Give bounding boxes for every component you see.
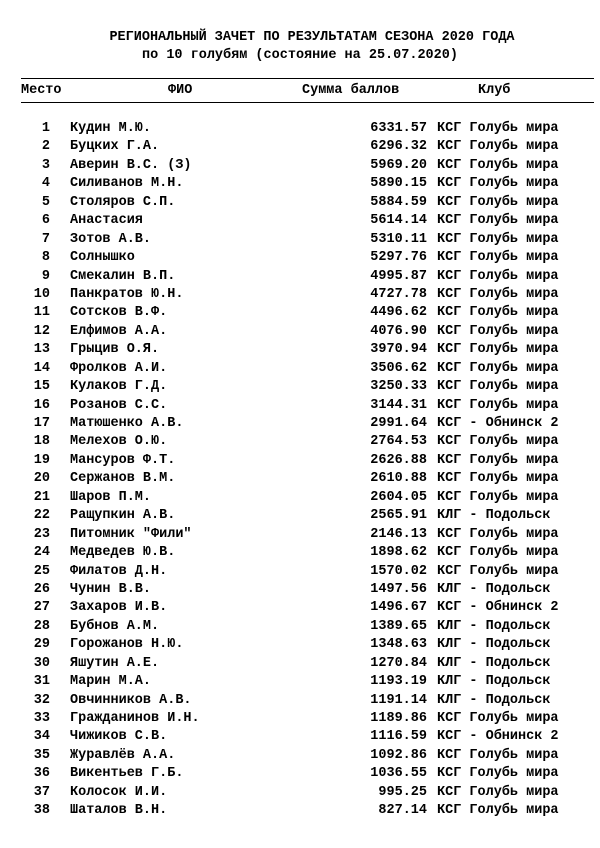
table-row [0, 544, 600, 562]
row-club: КСГ Голубь мира [437, 268, 559, 284]
row-club: КСГ Голубь мира [437, 526, 559, 542]
row-score: 1570.02 [370, 563, 427, 579]
table-row [0, 433, 600, 451]
table-row [0, 728, 600, 746]
row-score: 3144.31 [370, 397, 427, 413]
row-club: КСГ Голубь мира [437, 452, 559, 468]
table-row [0, 194, 600, 212]
table-row [0, 636, 600, 654]
row-place: 11 [33, 305, 50, 321]
row-name: Колосок И.И. [70, 784, 168, 800]
table-row [0, 581, 600, 599]
row-name: Аверин В.С. (З) [70, 157, 192, 173]
row-score: 1189.86 [370, 711, 427, 726]
table-row [0, 120, 600, 138]
row-score: 1497.56 [370, 581, 427, 597]
row-score: 1496.67 [370, 600, 427, 616]
row-score: 4727.78 [370, 286, 427, 302]
row-score: 827.14 [378, 803, 427, 819]
row-name: Филатов Д.Н. [70, 563, 168, 579]
row-place: 23 [33, 526, 50, 542]
row-score: 1898.62 [370, 545, 427, 561]
table-row [0, 378, 600, 396]
row-club: КЛГ - Подольск [437, 692, 551, 708]
row-club: КЛГ - Подольск [437, 655, 551, 671]
row-score: 6331.57 [370, 121, 427, 136]
row-name: Солнышко [70, 250, 135, 266]
results-table-body [0, 120, 600, 821]
row-name: Питомник "Фили" [70, 526, 192, 542]
row-score: 4995.87 [370, 268, 427, 284]
row-name: Марин М.А. [70, 674, 152, 690]
row-place: 14 [33, 360, 50, 376]
row-name: Чижиков С.В. [70, 729, 168, 745]
row-name: Фролков А.И. [70, 360, 168, 376]
table-row [0, 470, 600, 488]
row-name: Анастасия [70, 213, 143, 229]
row-name: Сержанов В.М. [70, 471, 176, 487]
table-row [0, 175, 600, 193]
row-score: 2604.05 [370, 489, 427, 505]
row-place: 25 [33, 563, 50, 579]
row-club: КСГ - Обнинск 2 [437, 729, 559, 745]
row-name: Мансуров Ф.Т. [70, 452, 176, 468]
row-place: 34 [33, 729, 50, 745]
row-club: КСГ Голубь мира [437, 231, 559, 247]
row-club: КСГ - Обнинск 2 [437, 416, 559, 431]
row-place: 32 [33, 692, 50, 708]
row-name: Бубнов А.М. [70, 618, 160, 634]
row-name: Матюшенко А.В. [70, 416, 184, 431]
row-score: 1389.65 [370, 618, 427, 634]
table-row [0, 563, 600, 581]
row-place: 38 [33, 803, 50, 819]
row-score: 2764.53 [370, 434, 427, 450]
row-name: Грыцив О.Я. [70, 342, 160, 358]
row-score: 2991.64 [370, 416, 427, 431]
row-club: КСГ Голубь мира [437, 711, 559, 726]
table-row [0, 765, 600, 783]
row-place: 35 [33, 747, 50, 763]
row-club: КСГ Голубь мира [437, 305, 559, 321]
row-club: КСГ Голубь мира [437, 323, 559, 339]
row-score: 995.25 [378, 784, 427, 800]
table-row [0, 341, 600, 359]
row-score: 2610.88 [370, 471, 427, 487]
row-score: 1348.63 [370, 637, 427, 653]
row-club: КСГ - Обнинск 2 [437, 600, 559, 616]
table-row [0, 323, 600, 341]
row-name: Мелехов О.Ю. [70, 434, 168, 450]
table-row [0, 673, 600, 691]
table-row [0, 212, 600, 230]
row-score: 4076.90 [370, 323, 427, 339]
row-name: Елфимов А.А. [70, 323, 168, 339]
row-club: КСГ Голубь мира [437, 286, 559, 302]
row-club: КСГ Голубь мира [437, 784, 559, 800]
row-place: 3 [41, 157, 50, 173]
row-club: КЛГ - Подольск [437, 618, 551, 634]
row-name: Столяров С.П. [70, 194, 176, 210]
row-place: 28 [33, 618, 50, 634]
row-club: КСГ Голубь мира [437, 397, 559, 413]
row-score: 1116.59 [370, 729, 427, 745]
table-row [0, 618, 600, 636]
row-score: 4496.62 [370, 305, 427, 321]
row-name: Кудин М.Ю. [70, 121, 152, 136]
row-name: Гражданинов И.Н. [70, 711, 200, 726]
row-place: 36 [33, 766, 50, 782]
table-row [0, 415, 600, 433]
row-place: 16 [33, 397, 50, 413]
row-place: 19 [33, 452, 50, 468]
row-club: КСГ Голубь мира [437, 489, 559, 505]
header-bottom-rule [21, 102, 594, 103]
row-club: КСГ Голубь мира [437, 545, 559, 561]
header-top-rule [21, 78, 594, 79]
row-score: 5614.14 [370, 213, 427, 229]
row-name: Яшутин А.Е. [70, 655, 160, 671]
table-row [0, 286, 600, 304]
row-name: Панкратов Ю.Н. [70, 286, 184, 302]
row-score: 2146.13 [370, 526, 427, 542]
row-score: 1036.55 [370, 766, 427, 782]
row-score: 3506.62 [370, 360, 427, 376]
column-header-score: Сумма баллов [302, 83, 400, 98]
row-place: 7 [41, 231, 50, 247]
table-row [0, 397, 600, 415]
row-name: Силиванов М.Н. [70, 176, 184, 192]
table-row [0, 747, 600, 765]
row-place: 26 [33, 581, 50, 597]
row-place: 37 [33, 784, 50, 800]
row-score: 5297.76 [370, 250, 427, 266]
row-name: Буцких Г.А. [70, 139, 160, 155]
row-club: КСГ Голубь мира [437, 563, 559, 579]
row-club: КСГ Голубь мира [437, 342, 559, 358]
row-club: КСГ Голубь мира [437, 766, 559, 782]
row-score: 3250.33 [370, 379, 427, 395]
row-place: 8 [41, 250, 50, 266]
row-name: Чунин В.В. [70, 581, 152, 597]
row-place: 10 [33, 286, 50, 302]
row-club: КСГ Голубь мира [437, 803, 559, 819]
row-club: КСГ Голубь мира [437, 747, 559, 763]
row-place: 17 [33, 416, 50, 431]
row-place: 2 [41, 139, 50, 155]
row-score: 1193.19 [370, 674, 427, 690]
row-club: КСГ Голубь мира [437, 250, 559, 266]
row-name: Медведев Ю.В. [70, 545, 176, 561]
row-score: 1191.14 [370, 692, 427, 708]
row-place: 18 [33, 434, 50, 450]
row-place: 9 [41, 268, 50, 284]
row-place: 5 [41, 194, 50, 210]
row-name: Розанов С.С. [70, 397, 168, 413]
row-club: КСГ Голубь мира [437, 434, 559, 450]
row-place: 27 [33, 600, 50, 616]
row-score: 5969.20 [370, 157, 427, 173]
table-row [0, 692, 600, 710]
row-place: 22 [33, 508, 50, 524]
row-club: КСГ Голубь мира [437, 157, 559, 173]
row-score: 5890.15 [370, 176, 427, 192]
row-score: 2565.91 [370, 508, 427, 524]
table-row [0, 784, 600, 802]
row-club: КСГ Голубь мира [437, 176, 559, 192]
column-header-name: ФИО [168, 83, 193, 98]
row-place: 1 [41, 121, 50, 136]
row-name: Шаров П.М. [70, 489, 152, 505]
row-club: КЛГ - Подольск [437, 674, 551, 690]
table-row [0, 802, 600, 820]
row-place: 13 [33, 342, 50, 358]
row-score: 1270.84 [370, 655, 427, 671]
row-club: КЛГ - Подольск [437, 508, 551, 524]
row-club: КСГ Голубь мира [437, 471, 559, 487]
row-place: 21 [33, 489, 50, 505]
row-name: Ращупкин А.В. [70, 508, 176, 524]
table-row [0, 157, 600, 175]
column-header-place: Место [21, 83, 62, 98]
table-row [0, 231, 600, 249]
row-club: КСГ Голубь мира [437, 213, 559, 229]
document-subtitle: по 10 голубям (состояние на 25.07.2020) [142, 48, 458, 63]
row-club: КСГ Голубь мира [437, 194, 559, 210]
row-name: Захаров И.В. [70, 600, 168, 616]
row-name: Журавлёв А.А. [70, 747, 176, 763]
row-score: 1092.86 [370, 747, 427, 763]
row-score: 3970.94 [370, 342, 427, 358]
row-club: КСГ Голубь мира [437, 379, 559, 395]
row-club: КЛГ - Подольск [437, 581, 551, 597]
row-name: Овчинников А.В. [70, 692, 192, 708]
document-title: РЕГИОНАЛЬНЫЙ ЗАЧЕТ ПО РЕЗУЛЬТАТАМ СЕЗОНА 2020 ГОДА [109, 30, 515, 45]
row-place: 31 [33, 674, 50, 690]
row-score: 6296.32 [370, 139, 427, 155]
table-row [0, 304, 600, 322]
row-score: 5884.59 [370, 194, 427, 210]
row-name: Кулаков Г.Д. [70, 379, 168, 395]
table-row [0, 249, 600, 267]
table-row [0, 268, 600, 286]
row-place: 24 [33, 545, 50, 561]
row-name: Викентьев Г.Б. [70, 766, 184, 782]
table-row [0, 138, 600, 156]
row-place: 6 [41, 213, 50, 229]
table-row [0, 655, 600, 673]
row-club: КСГ Голубь мира [437, 360, 559, 376]
row-place: 15 [33, 379, 50, 395]
table-row [0, 710, 600, 728]
column-header-club: Клуб [478, 83, 511, 98]
row-place: 4 [41, 176, 50, 192]
table-row [0, 452, 600, 470]
row-score: 5310.11 [370, 231, 427, 247]
row-name: Зотов А.В. [70, 231, 152, 247]
row-name: Горожанов Н.Ю. [70, 637, 184, 653]
row-place: 12 [33, 323, 50, 339]
table-row [0, 360, 600, 378]
row-club: КСГ Голубь мира [437, 121, 559, 136]
table-row [0, 489, 600, 507]
row-club: КЛГ - Подольск [437, 637, 551, 653]
row-place: 29 [33, 637, 50, 653]
row-place: 20 [33, 471, 50, 487]
table-row [0, 599, 600, 617]
row-score: 2626.88 [370, 452, 427, 468]
row-place: 33 [33, 711, 50, 726]
row-name: Шаталов В.Н. [70, 803, 168, 819]
row-place: 30 [33, 655, 50, 671]
row-name: Смекалин В.П. [70, 268, 176, 284]
row-club: КСГ Голубь мира [437, 139, 559, 155]
row-name: Сотсков В.Ф. [70, 305, 168, 321]
table-row [0, 507, 600, 525]
table-row [0, 526, 600, 544]
